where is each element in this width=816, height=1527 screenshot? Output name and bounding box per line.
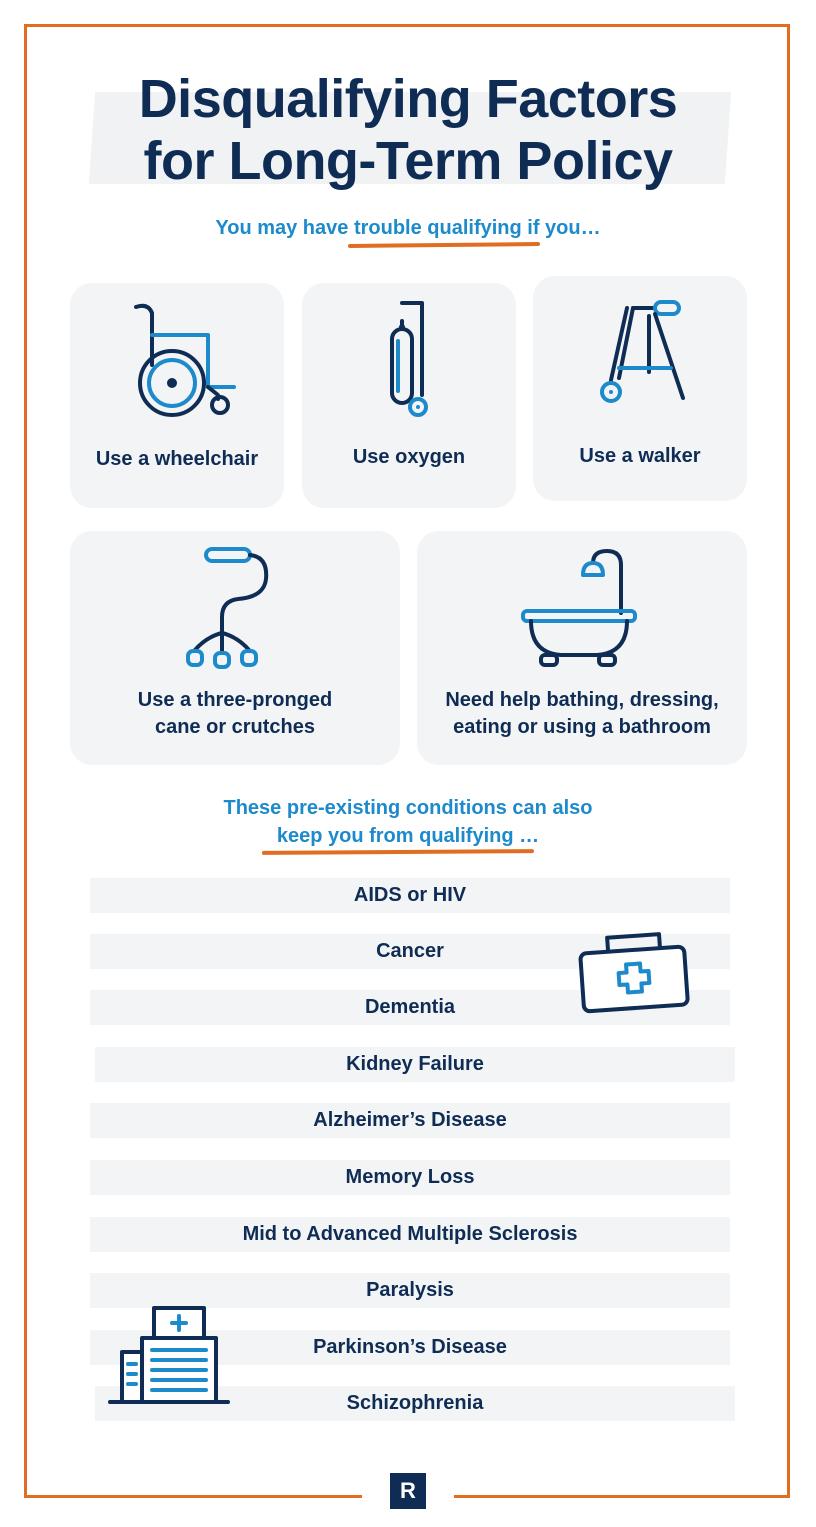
condition-row: Schizophrenia xyxy=(95,1386,735,1421)
card-oxygen xyxy=(302,283,516,508)
card-label: Use oxygen xyxy=(352,446,466,468)
condition-row: Kidney Failure xyxy=(95,1047,735,1082)
condition-row: Mid to Advanced Multiple Sclerosis xyxy=(90,1217,730,1252)
subtitle: You may have trouble qualifying if you… xyxy=(215,217,601,239)
condition-row: Dementia xyxy=(90,990,730,1025)
conditions-heading-line-2: keep you from qualifying … xyxy=(276,825,540,847)
card-bathing xyxy=(417,531,747,765)
card-label: Use a walker xyxy=(579,445,701,467)
card-walker xyxy=(533,276,747,501)
conditions-heading xyxy=(40,794,776,850)
card-label-line-2: eating or using a bathroom xyxy=(453,716,711,738)
oxygen-tank-icon xyxy=(302,283,516,433)
title-line-2: for Long-Term Policy xyxy=(143,131,673,191)
condition-row: AIDS or HIV xyxy=(90,878,730,913)
wheelchair-icon xyxy=(70,283,284,433)
card-label xyxy=(417,687,747,741)
walker-icon xyxy=(533,276,747,426)
quad-cane-icon xyxy=(70,531,400,681)
medical-kit-icon xyxy=(574,928,694,1018)
condition-row: Alzheimer’s Disease xyxy=(90,1103,730,1138)
condition-row: Cancer xyxy=(90,934,730,969)
page-title xyxy=(40,68,776,192)
card-label-line-1: Need help bathing, dressing, xyxy=(445,689,719,711)
card-label-line-1: Use a three-pronged xyxy=(137,689,333,711)
title-line-1: Disqualifying Factors xyxy=(138,69,678,129)
card-wheelchair xyxy=(70,283,284,508)
brand-logo: R xyxy=(390,1473,426,1509)
hospital-icon xyxy=(106,1304,236,1414)
condition-row: Parkinson’s Disease xyxy=(90,1330,730,1365)
card-label xyxy=(70,687,400,741)
card-label: Use a wheelchair xyxy=(95,448,259,470)
conditions-heading-line-1: These pre-existing conditions can also xyxy=(223,797,593,819)
card-cane xyxy=(70,531,400,765)
condition-row: Memory Loss xyxy=(90,1160,730,1195)
condition-row: Paralysis xyxy=(90,1273,730,1308)
bathtub-icon xyxy=(417,531,747,681)
card-label-line-2: cane or crutches xyxy=(154,716,316,738)
